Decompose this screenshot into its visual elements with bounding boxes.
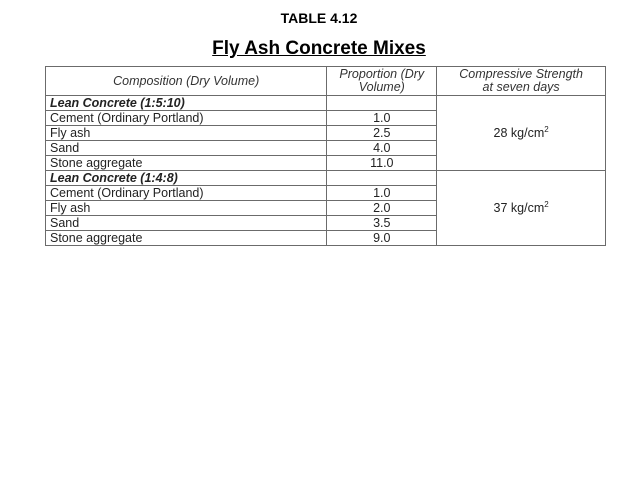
table-title-text: Fly Ash Concrete Mixes: [212, 38, 426, 59]
table-title: [0, 38, 638, 60]
material-cell: Sand: [46, 141, 327, 156]
strength-value: 28 kg/cm: [493, 126, 545, 140]
strength-cell: [437, 96, 606, 171]
proportion-cell: 2.0: [327, 201, 437, 216]
strength-cell: [437, 171, 606, 246]
material-cell: Fly ash: [46, 201, 327, 216]
header-proportion-line1: Proportion (Dry: [339, 67, 425, 81]
group-name: Lean Concrete (1:4:8): [46, 171, 327, 186]
material-cell: Fly ash: [46, 126, 327, 141]
material-cell: Stone aggregate: [46, 231, 327, 246]
proportion-cell: 2.5: [327, 126, 437, 141]
empty-cell: [327, 171, 437, 186]
fly-ash-mix-table: [45, 66, 606, 246]
proportion-cell: 4.0: [327, 141, 437, 156]
proportion-cell: 9.0: [327, 231, 437, 246]
proportion-cell: 3.5: [327, 216, 437, 231]
header-strength-line1: Compressive Strength: [459, 67, 583, 81]
material-cell: Cement (Ordinary Portland): [46, 111, 327, 126]
header-composition: [46, 67, 327, 96]
header-proportion: [327, 67, 437, 96]
header-proportion-line2: Volume): [358, 80, 405, 94]
table-header-row: [46, 67, 606, 96]
proportion-cell: 1.0: [327, 186, 437, 201]
group-row: [46, 96, 606, 111]
table-number-label: TABLE 4.12: [280, 10, 358, 26]
proportion-cell: 11.0: [327, 156, 437, 171]
strength-exponent: 2: [544, 124, 549, 134]
group-row: [46, 171, 606, 186]
proportion-cell: 1.0: [327, 111, 437, 126]
strength-exponent: 2: [544, 199, 549, 209]
header-strength: [437, 67, 606, 96]
header-strength-line2: at seven days: [482, 80, 560, 94]
material-cell: Sand: [46, 216, 327, 231]
empty-cell: [327, 96, 437, 111]
strength-value: 37 kg/cm: [493, 201, 545, 215]
group-name: Lean Concrete (1:5:10): [46, 96, 327, 111]
material-cell: Stone aggregate: [46, 156, 327, 171]
header-composition-text: Composition (Dry Volume): [113, 73, 260, 88]
material-cell: Cement (Ordinary Portland): [46, 186, 327, 201]
